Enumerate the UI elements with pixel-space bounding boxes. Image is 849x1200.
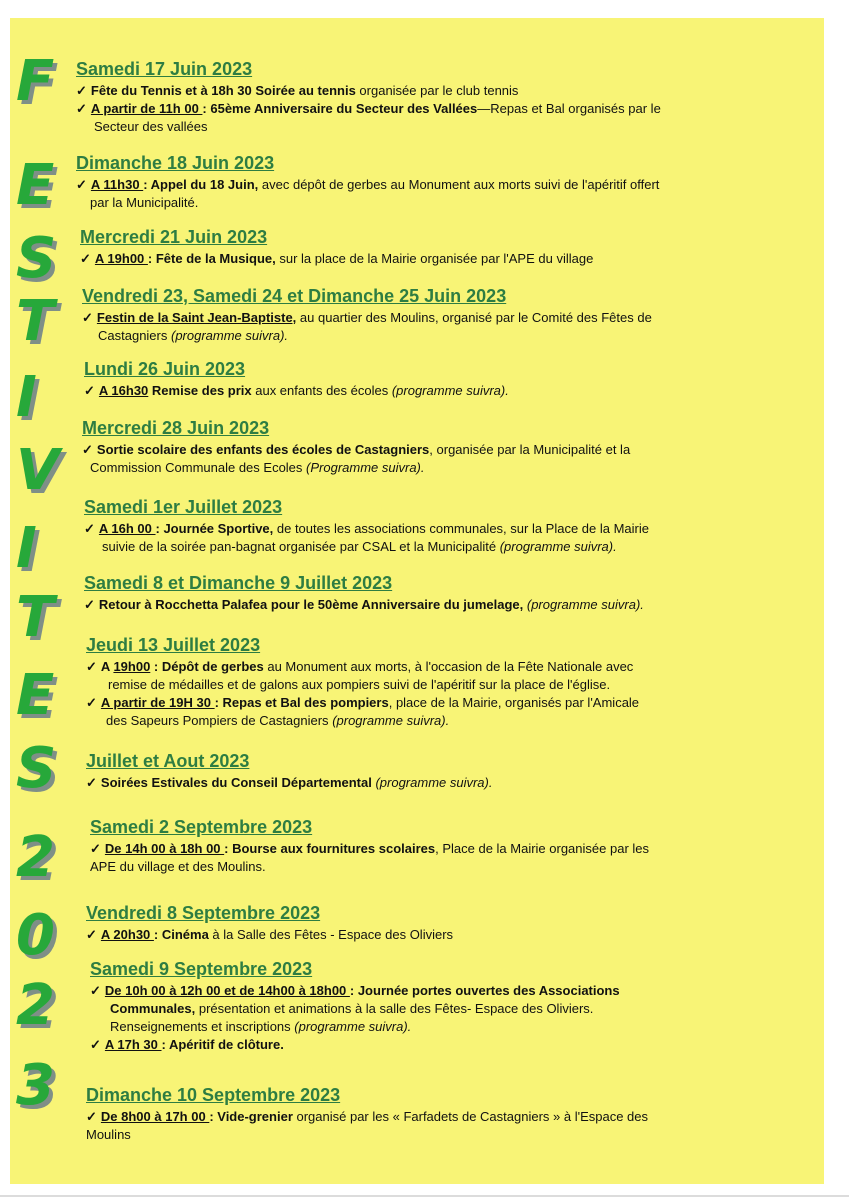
event-line bbox=[90, 858, 266, 875]
title-letter: V bbox=[16, 438, 60, 503]
event-date: Mercredi 28 Juin 2023 bbox=[82, 418, 270, 438]
title-letter: 3 bbox=[16, 1053, 55, 1118]
text-segment: : Appel du 18 Juin, bbox=[143, 177, 259, 192]
event-date: Samedi 1er Juillet 2023 bbox=[84, 497, 283, 517]
checkmark-icon: ✓ bbox=[84, 597, 95, 612]
text-segment: : Dépôt de gerbes bbox=[150, 659, 264, 674]
text-segment: Soirées Estivales du Conseil Départemental bbox=[100, 775, 372, 790]
text-segment: présentation et animations à la salle des Fêtes- Espace des Oliviers. bbox=[195, 1001, 594, 1016]
title-letter: E bbox=[16, 153, 55, 218]
event-block bbox=[84, 572, 849, 612]
text-segment: remise de médailles et de galons aux pompiers suivi de l'apéritif sur la place de l'église. bbox=[108, 677, 611, 692]
text-segment: Commission Communale des Ecoles bbox=[90, 460, 307, 475]
text-segment: De 8h00 à 17h 00 bbox=[100, 1109, 210, 1124]
event-line bbox=[84, 382, 509, 399]
event-block bbox=[76, 58, 849, 134]
text-segment: De 14h 00 à 18h 00 bbox=[104, 841, 225, 856]
event-date: Juillet et Aout 2023 bbox=[86, 751, 250, 771]
text-segment: : Repas et Bal des pompiers bbox=[214, 695, 389, 710]
event-line bbox=[110, 1000, 593, 1017]
event-line bbox=[90, 840, 649, 857]
title-letter: 0 bbox=[16, 903, 55, 968]
title-letter: S bbox=[16, 736, 57, 801]
event-date: Dimanche 18 Juin 2023 bbox=[76, 153, 275, 173]
event-date: Dimanche 10 Septembre 2023 bbox=[86, 1085, 341, 1105]
checkmark-icon: ✓ bbox=[90, 983, 101, 998]
event-block bbox=[90, 958, 849, 1052]
text-segment: : Vide-grenier bbox=[209, 1109, 293, 1124]
event-line bbox=[76, 176, 659, 193]
text-segment: (Programme suivra). bbox=[306, 460, 425, 475]
text-segment: A 11h30 bbox=[90, 177, 144, 192]
text-segment: Retour à Rocchetta Palafea pour le 50ème Anniversaire du jumelage, bbox=[98, 597, 524, 612]
event-date: Lundi 26 Juin 2023 bbox=[84, 359, 246, 379]
text-segment: A 20h30 bbox=[100, 927, 154, 942]
event-line bbox=[94, 118, 207, 135]
page-edge bbox=[0, 1195, 849, 1197]
title-letter: S bbox=[16, 226, 57, 291]
text-segment: A 17h 30 bbox=[104, 1037, 162, 1052]
text-segment: Festin de la Saint Jean-Baptiste, bbox=[96, 310, 297, 325]
text-segment: A 16h 00 bbox=[98, 521, 156, 536]
title-letter: 2 bbox=[16, 825, 55, 890]
text-segment: De 10h 00 à 12h 00 et de 14h00 à 18h00 bbox=[104, 983, 350, 998]
event-line bbox=[90, 459, 425, 476]
text-segment: A partir de 11h 00 bbox=[90, 101, 203, 116]
event-block bbox=[82, 285, 849, 343]
event-block bbox=[86, 634, 849, 728]
title-letter: T bbox=[16, 585, 55, 650]
text-segment: par la Municipalité. bbox=[90, 195, 199, 210]
text-segment: (programme suivra). bbox=[332, 713, 450, 728]
title-letter: I bbox=[16, 365, 37, 430]
event-line bbox=[98, 327, 288, 344]
event-line bbox=[86, 658, 633, 675]
text-segment: : Journée portes ouvertes des Associations bbox=[349, 983, 620, 998]
text-segment: A 16h30 bbox=[98, 383, 149, 398]
checkmark-icon: ✓ bbox=[86, 927, 97, 942]
event-line bbox=[108, 676, 610, 693]
event-line bbox=[86, 774, 492, 791]
event-line bbox=[84, 520, 649, 537]
event-line bbox=[86, 694, 639, 711]
event-line bbox=[84, 596, 644, 613]
event-date: Samedi 9 Septembre 2023 bbox=[90, 959, 313, 979]
text-segment: Castagniers bbox=[98, 328, 171, 343]
checkmark-icon: ✓ bbox=[90, 1037, 101, 1052]
text-segment: Moulins bbox=[86, 1127, 131, 1142]
checkmark-icon: ✓ bbox=[86, 695, 97, 710]
event-block bbox=[86, 1084, 849, 1142]
text-segment: : Apéritif de clôture. bbox=[161, 1037, 284, 1052]
text-segment: des Sapeurs Pompiers de Castagniers bbox=[106, 713, 333, 728]
checkmark-icon: ✓ bbox=[86, 1109, 97, 1124]
text-segment: Renseignements et inscriptions bbox=[110, 1019, 295, 1034]
text-segment: Fête du Tennis et à 18h 30 Soirée au tennis bbox=[90, 83, 356, 98]
event-date: Vendredi 8 Septembre 2023 bbox=[86, 903, 321, 923]
title-letter: I bbox=[16, 516, 37, 581]
text-segment: , organisée par la Municipalité et la bbox=[429, 442, 631, 457]
event-line bbox=[86, 926, 453, 943]
event-line bbox=[76, 82, 518, 99]
checkmark-icon: ✓ bbox=[90, 841, 101, 856]
text-segment: , place de la Mairie, organisés par l'Amicale bbox=[388, 695, 640, 710]
event-block bbox=[90, 816, 849, 874]
checkmark-icon: ✓ bbox=[76, 83, 87, 98]
text-segment: A 19h00 bbox=[94, 251, 148, 266]
text-segment: Communales, bbox=[110, 1001, 196, 1016]
text-segment: de toutes les associations communales, sur la Place de la Mairie bbox=[273, 521, 650, 536]
text-segment: avec dépôt de gerbes au Monument aux morts suivi de l'apéritif offert bbox=[258, 177, 660, 192]
title-letter: E bbox=[16, 663, 55, 728]
event-line bbox=[82, 309, 652, 326]
event-date: Jeudi 13 Juillet 2023 bbox=[86, 635, 261, 655]
event-date: Samedi 8 et Dimanche 9 Juillet 2023 bbox=[84, 573, 393, 593]
event-block bbox=[80, 226, 849, 266]
event-date: Samedi 17 Juin 2023 bbox=[76, 59, 253, 79]
text-segment: A bbox=[100, 659, 114, 674]
text-segment: : 65ème Anniversaire du Secteur des Vallées bbox=[202, 101, 478, 116]
text-segment: , Place de la Mairie organisée par les bbox=[435, 841, 649, 856]
event-line bbox=[82, 441, 630, 458]
event-block bbox=[86, 902, 849, 942]
text-segment: (programme suivra). bbox=[391, 383, 509, 398]
text-segment: APE du village et des Moulins. bbox=[90, 859, 266, 874]
event-line bbox=[76, 100, 661, 117]
event-line bbox=[90, 194, 198, 211]
checkmark-icon: ✓ bbox=[86, 775, 97, 790]
title-letter: T bbox=[16, 289, 55, 354]
event-date: Mercredi 21 Juin 2023 bbox=[80, 227, 268, 247]
text-segment: suivie de la soirée pan-bagnat organisée par CSAL et la Municipalité bbox=[102, 539, 500, 554]
event-line bbox=[86, 1108, 648, 1125]
checkmark-icon: ✓ bbox=[76, 101, 87, 116]
event-block bbox=[82, 417, 849, 475]
text-segment: : Bourse aux fournitures scolaires bbox=[224, 841, 436, 856]
event-line bbox=[86, 1126, 131, 1143]
event-line bbox=[80, 250, 593, 267]
text-segment: (programme suivra). bbox=[170, 328, 289, 343]
text-segment: A partir de 19H 30 bbox=[100, 695, 215, 710]
checkmark-icon: ✓ bbox=[82, 310, 93, 325]
event-block bbox=[84, 496, 849, 554]
event-line bbox=[106, 712, 449, 729]
text-segment: (programme suivra). bbox=[371, 775, 493, 790]
text-segment: organisée par le club tennis bbox=[355, 83, 519, 98]
text-segment: Secteur des vallées bbox=[94, 119, 208, 134]
text-segment: 19h00 bbox=[113, 659, 151, 674]
poster bbox=[10, 18, 824, 1184]
checkmark-icon: ✓ bbox=[82, 442, 93, 457]
text-segment: sur la place de la Mairie organisée par l'APE du village bbox=[275, 251, 594, 266]
event-line bbox=[90, 982, 620, 999]
text-segment: au Monument aux morts, à l'occasion de la Fête Nationale avec bbox=[263, 659, 634, 674]
text-segment: organisé par les « Farfadets de Castagniers » à l'Espace des bbox=[292, 1109, 649, 1124]
event-block bbox=[84, 358, 849, 398]
text-segment: Remise des prix bbox=[148, 383, 252, 398]
checkmark-icon: ✓ bbox=[84, 383, 95, 398]
checkmark-icon: ✓ bbox=[84, 521, 95, 536]
event-line bbox=[90, 1036, 284, 1053]
event-block bbox=[86, 750, 849, 790]
text-segment: Sortie scolaire des enfants des écoles de Castagniers bbox=[96, 442, 430, 457]
checkmark-icon: ✓ bbox=[76, 177, 87, 192]
text-segment: : Fête de la Musique, bbox=[147, 251, 276, 266]
text-segment: (programme suivra). bbox=[294, 1019, 412, 1034]
event-date: Samedi 2 Septembre 2023 bbox=[90, 817, 313, 837]
event-block bbox=[76, 152, 849, 210]
title-letter: 2 bbox=[16, 973, 55, 1038]
text-segment: (programme suivra). bbox=[523, 597, 644, 612]
text-segment: au quartier des Moulins, organisé par le Comité des Fêtes de bbox=[296, 310, 652, 325]
title-letter: F bbox=[16, 49, 55, 114]
checkmark-icon: ✓ bbox=[80, 251, 91, 266]
text-segment: —Repas et Bal organisés par le bbox=[477, 101, 661, 116]
event-date: Vendredi 23, Samedi 24 et Dimanche 25 Juin 2023 bbox=[82, 286, 507, 306]
text-segment: aux enfants des écoles bbox=[251, 383, 392, 398]
text-segment: : Cinéma bbox=[153, 927, 209, 942]
checkmark-icon: ✓ bbox=[86, 659, 97, 674]
text-segment: (programme suivra). bbox=[499, 539, 617, 554]
event-line bbox=[102, 538, 617, 555]
event-line bbox=[110, 1018, 411, 1035]
text-segment: à la Salle des Fêtes - Espace des Oliviers bbox=[208, 927, 454, 942]
text-segment: : Journée Sportive, bbox=[155, 521, 274, 536]
